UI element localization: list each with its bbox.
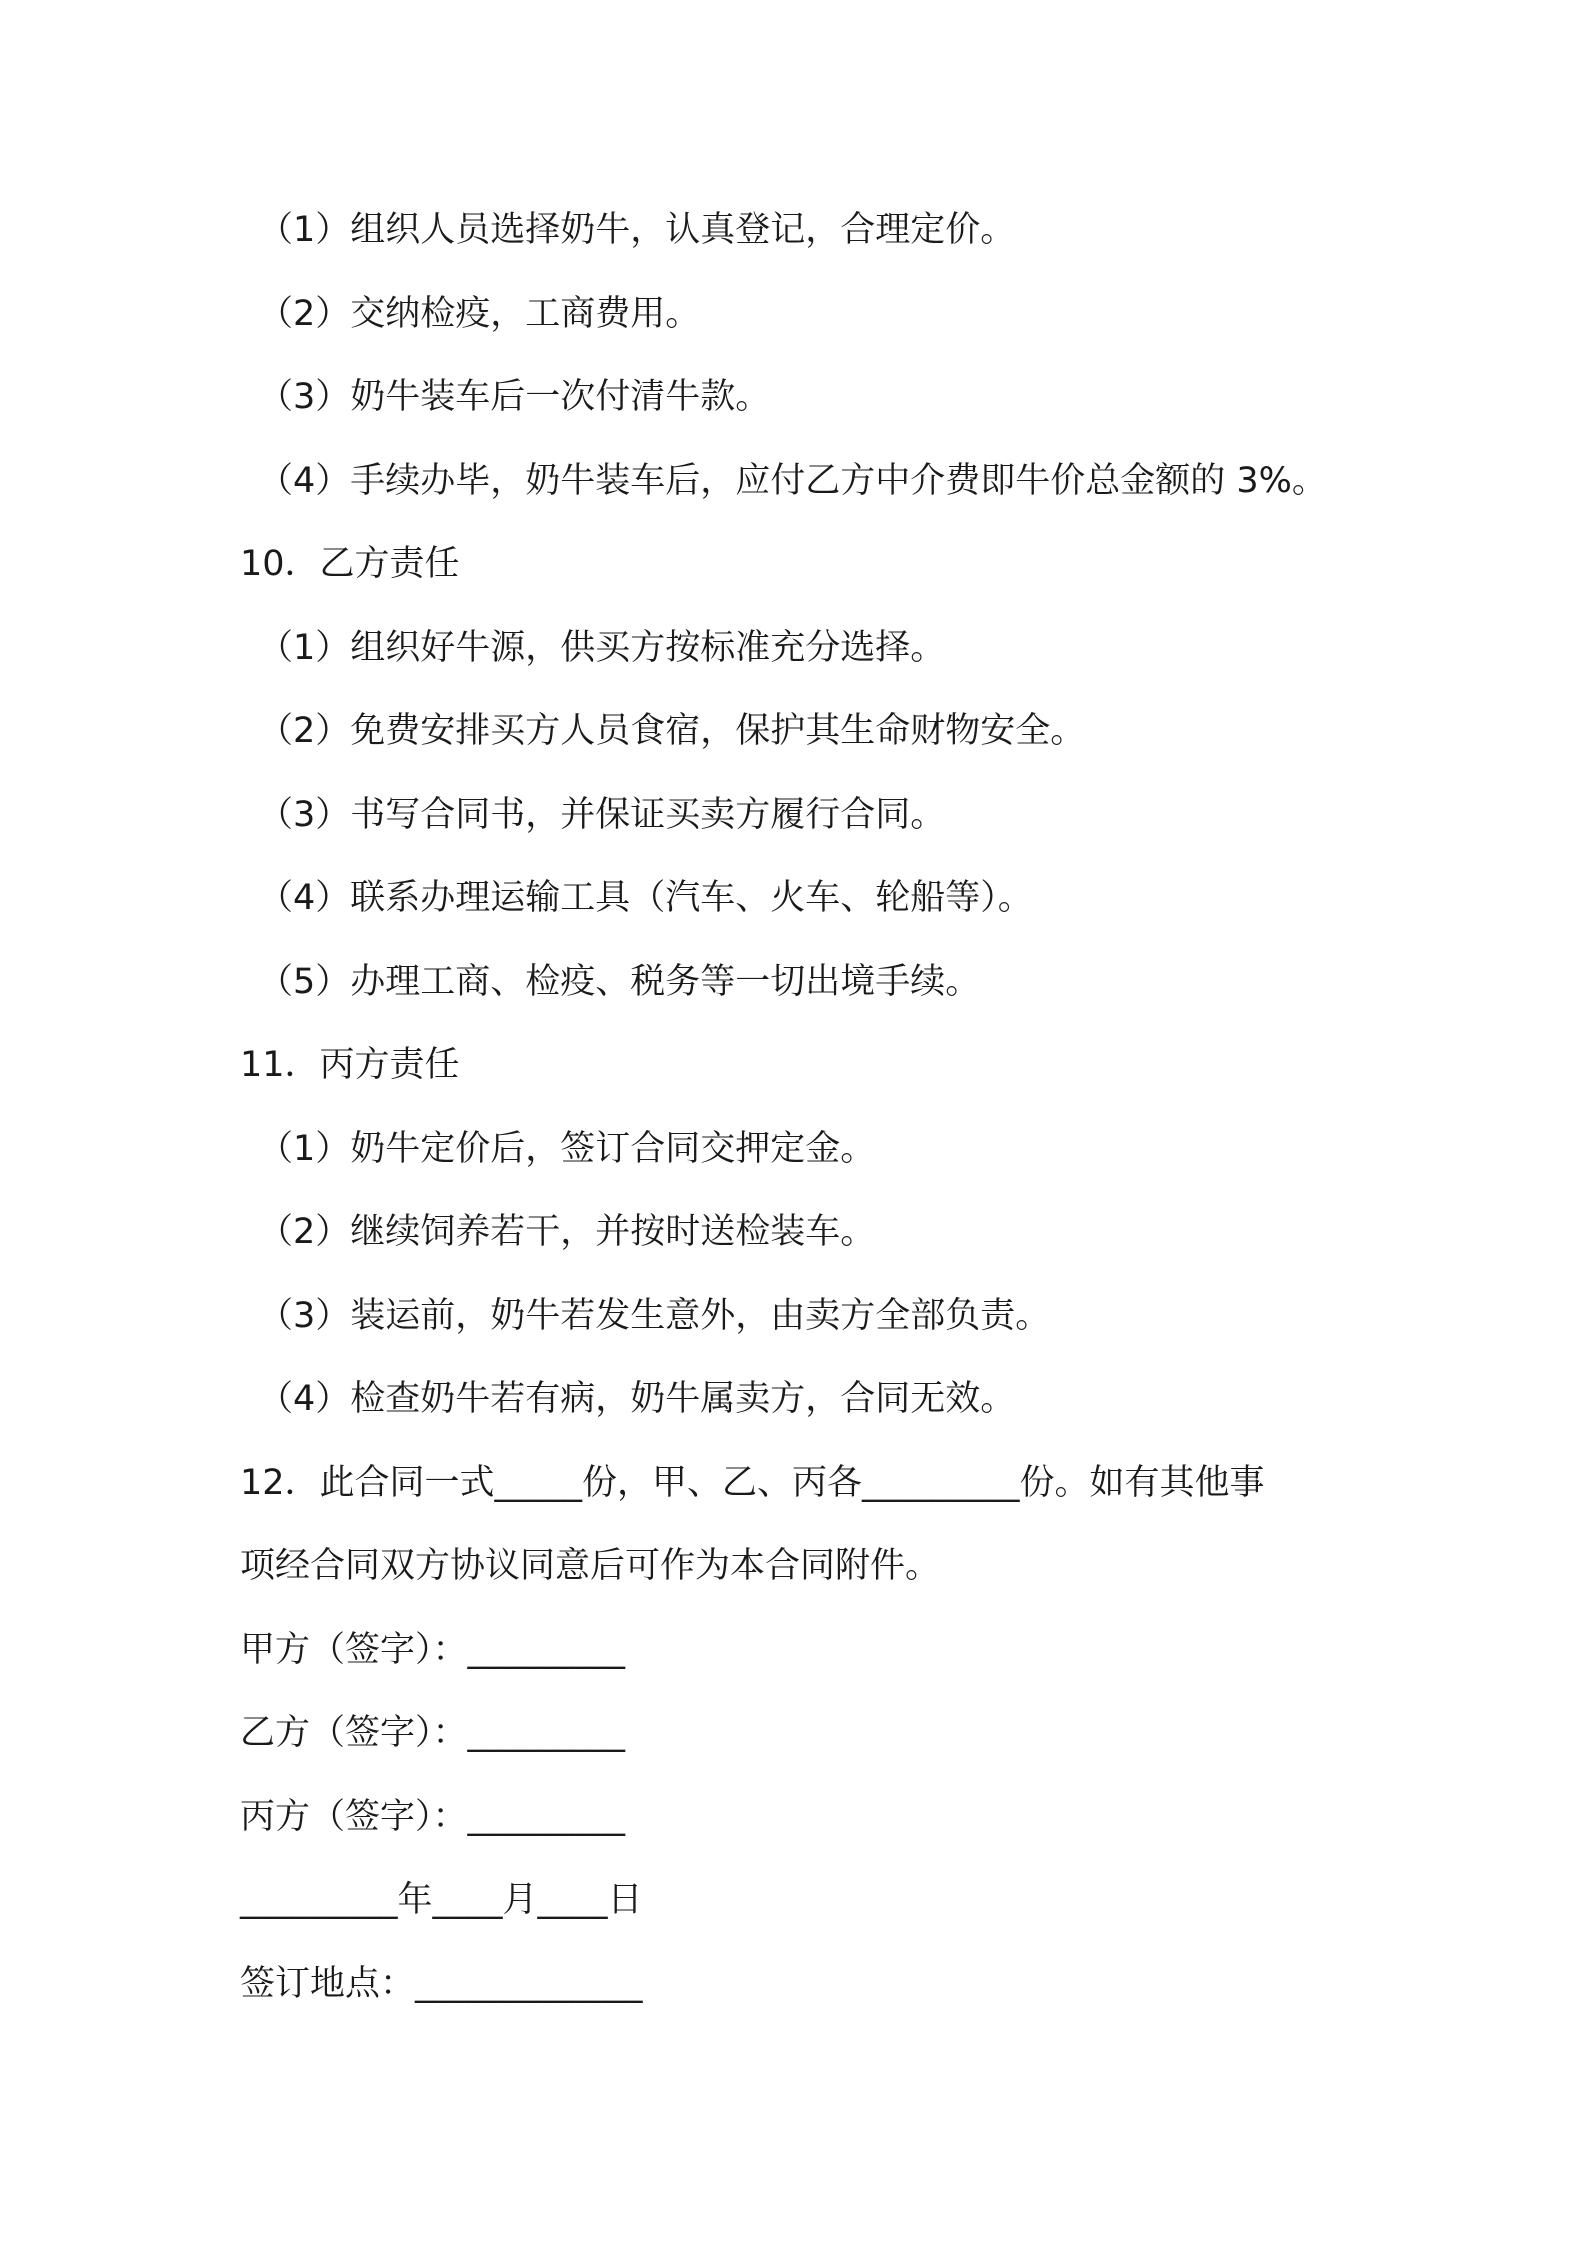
bing-duty-item-4 <box>258 1374 1015 1424</box>
jia-duty-item-2 <box>258 289 700 339</box>
yi-duty-item-3 <box>258 790 945 840</box>
item-marker: （2） <box>258 1212 351 1252</box>
yi-duty-item-2 <box>258 706 1085 756</box>
item-marker: （1） <box>258 628 351 668</box>
item-marker: （3） <box>258 1296 351 1336</box>
item-text: 办理工商、检疫、税务等一切出境手续。 <box>350 962 981 1002</box>
item-marker: （5） <box>258 962 351 1002</box>
jia-duty-item-3 <box>258 372 770 422</box>
yi-duty-item-1 <box>258 623 945 673</box>
item-marker: （1） <box>258 1129 351 1169</box>
item-marker: （2） <box>258 711 351 751</box>
item-text: 装运前，奶牛若发生意外，由卖方全部负责。 <box>350 1296 1051 1336</box>
yi-duty-item-5 <box>258 957 980 1007</box>
yi-duty-item-4 <box>258 873 1033 923</box>
signing-date: _________年____月____日 <box>240 1880 643 1920</box>
item-text: 手续办毕，奶牛装车后，应付乙方中介费即牛价总金额的 3%。 <box>350 461 1327 501</box>
signature-jia: 甲方（签字）：_________ <box>240 1630 626 1670</box>
item-text: 联系办理运输工具（汽车、火车、轮船等）。 <box>350 878 1033 918</box>
item-marker: （3） <box>258 377 351 417</box>
item-marker: （3） <box>258 795 351 835</box>
bing-duty-item-2 <box>258 1207 875 1257</box>
item-marker: （4） <box>258 878 351 918</box>
section-11-heading: 11．丙方责任 <box>240 1045 460 1085</box>
jia-duty-item-4 <box>258 456 1327 506</box>
section-12-line-1: 12．此合同一式_____份，甲、乙、丙各_________份。如有其他事 <box>240 1463 1265 1503</box>
bing-duty-item-1 <box>258 1124 875 1174</box>
item-text: 奶牛定价后，签订合同交押定金。 <box>350 1129 876 1169</box>
item-marker: （4） <box>258 461 351 501</box>
section-10-heading: 10．乙方责任 <box>240 544 460 584</box>
item-text: 奶牛装车后一次付清牛款。 <box>350 377 771 417</box>
item-text: 交纳检疫，工商费用。 <box>350 294 701 334</box>
item-text: 组织好牛源，供买方按标准充分选择。 <box>350 628 946 668</box>
item-marker: （1） <box>258 210 351 250</box>
item-text: 组织人员选择奶牛，认真登记，合理定价。 <box>350 210 1016 250</box>
item-marker: （2） <box>258 294 351 334</box>
section-12-line-2: 项经合同双方协议同意后可作为本合同附件。 <box>240 1546 941 1586</box>
bing-duty-item-3 <box>258 1291 1050 1341</box>
item-text: 检查奶牛若有病，奶牛属卖方，合同无效。 <box>350 1379 1016 1419</box>
item-text: 书写合同书，并保证买卖方履行合同。 <box>350 795 946 835</box>
signature-yi: 乙方（签字）：_________ <box>240 1713 626 1753</box>
item-marker: （4） <box>258 1379 351 1419</box>
signing-place: 签订地点：_____________ <box>240 1964 643 2004</box>
item-text: 免费安排买方人员食宿，保护其生命财物安全。 <box>350 711 1086 751</box>
jia-duty-item-1 <box>258 205 1015 255</box>
item-text: 继续饲养若干，并按时送检装车。 <box>350 1212 876 1252</box>
signature-bing: 丙方（签字）：_________ <box>240 1797 626 1837</box>
